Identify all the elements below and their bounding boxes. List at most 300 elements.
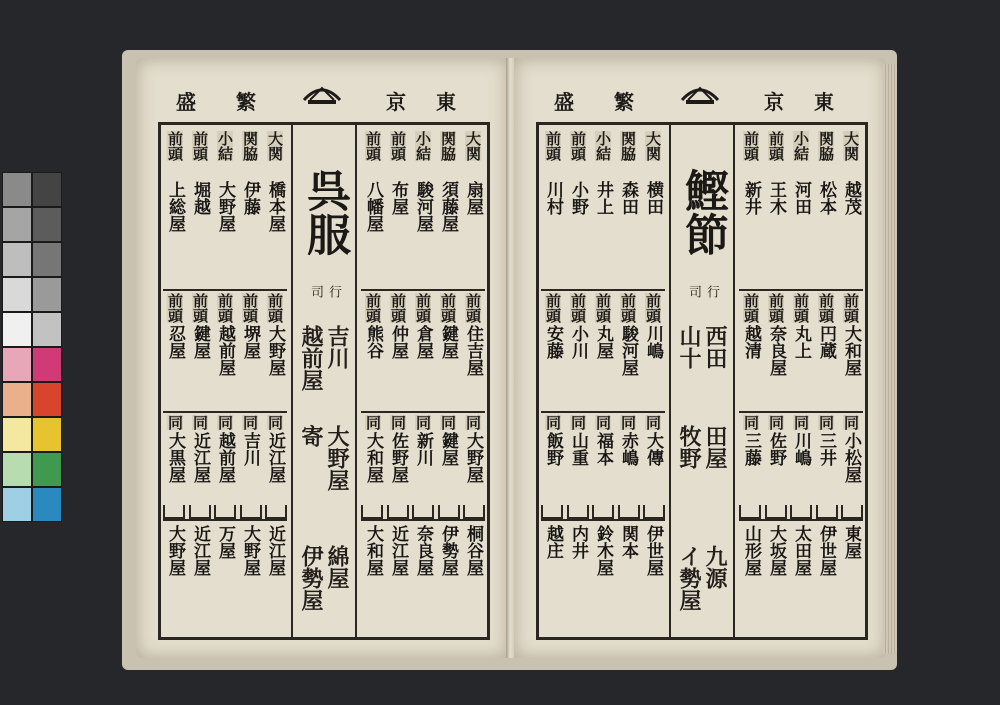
ranking-cell	[411, 415, 435, 483]
shop-name: 万屋	[215, 525, 235, 559]
ranking-cell	[386, 131, 410, 232]
rank-label: 同	[191, 415, 209, 430]
center-column	[669, 125, 735, 637]
rank-label: 同	[266, 415, 284, 430]
calibration-swatch	[2, 417, 32, 452]
center-note: 司	[686, 285, 701, 298]
rank-label: 関脇	[619, 131, 637, 161]
calibration-swatch	[32, 242, 62, 277]
shop-name: 小野	[568, 181, 588, 215]
tick-mark	[643, 505, 665, 519]
shop-name: 森田	[618, 181, 638, 215]
ranking-cell	[764, 415, 788, 483]
ranking-cell	[739, 131, 763, 215]
shop-name: 赤嶋	[618, 432, 638, 466]
ranking-cell	[814, 293, 838, 376]
rank-label: 同	[619, 415, 637, 430]
ranking-cell	[263, 523, 287, 576]
ranking-cell	[213, 523, 237, 576]
shop-name: 扇屋	[463, 181, 483, 215]
rank-label: 前頭	[414, 293, 432, 323]
row-divider	[541, 289, 665, 291]
tick-mark	[816, 505, 838, 519]
rank-label: 関脇	[439, 131, 457, 161]
ranking-cell	[263, 415, 287, 483]
ranking-cell	[238, 523, 262, 576]
shop-name: 三井	[816, 432, 836, 466]
row-divider	[541, 411, 665, 413]
center-name: 大野屋	[324, 425, 350, 491]
ranking-cell	[436, 293, 460, 376]
ranking-cell	[616, 523, 640, 576]
shop-name: 近江屋	[388, 525, 408, 576]
rank-label: 前頭	[544, 293, 562, 323]
tick-mark	[592, 505, 614, 519]
rank-row	[361, 131, 485, 232]
ranking-cell	[789, 293, 813, 376]
rank-label: 小結	[216, 131, 234, 161]
location-note	[822, 163, 831, 179]
shop-name: 円蔵	[816, 325, 836, 359]
shop-name: 伊世屋	[643, 525, 663, 576]
header-char: 繁	[236, 90, 256, 114]
rank-label: 大関	[464, 131, 482, 161]
shop-name: 内井	[568, 525, 588, 559]
shop-name: 川嶋	[643, 325, 663, 359]
center-name: 綿屋	[324, 545, 350, 589]
location-note	[772, 163, 781, 179]
banzuke-frame	[536, 122, 868, 640]
shop-name: 橋本屋	[265, 181, 285, 232]
location-note	[624, 163, 633, 179]
row-divider	[163, 519, 287, 521]
rank-label: 前頭	[619, 293, 637, 323]
shop-name: 鍵屋	[190, 325, 210, 359]
shop-name: 川嶋	[791, 432, 811, 466]
ranking-cell	[436, 415, 460, 483]
shop-name: 忍屋	[165, 325, 185, 359]
center-column	[291, 125, 357, 637]
tick-mark	[412, 505, 434, 519]
shop-name: 太田屋	[791, 525, 811, 576]
shop-name: 丸上	[791, 325, 811, 359]
row-divider	[163, 289, 287, 291]
ranking-cell	[789, 415, 813, 483]
shop-name: 堺屋	[240, 325, 260, 359]
center-name: 寄	[298, 425, 324, 447]
shop-name: 佐野	[766, 432, 786, 466]
rank-row	[541, 131, 665, 215]
shop-name: 大野屋	[240, 525, 260, 576]
rank-row	[163, 131, 287, 232]
ranking-cell	[641, 523, 665, 576]
tick-mark	[240, 505, 262, 519]
rank-label: 関脇	[817, 131, 835, 161]
ranking-cell	[361, 293, 385, 376]
rank-label: 大関	[644, 131, 662, 161]
tick-mark	[463, 505, 485, 519]
right-page	[514, 58, 886, 658]
right-ranking-block	[739, 125, 863, 637]
calibration-swatch	[32, 172, 62, 207]
ranking-cell	[641, 131, 665, 215]
rank-label: 前頭	[842, 293, 860, 323]
page-edges	[883, 64, 897, 654]
calibration-swatch	[32, 417, 62, 452]
row-divider	[361, 411, 485, 413]
rank-label: 同	[241, 415, 259, 430]
calibration-swatch	[2, 487, 32, 522]
calibration-swatch	[2, 172, 32, 207]
ranking-cell	[739, 415, 763, 483]
ranking-cell	[411, 293, 435, 376]
ranking-cell	[566, 131, 590, 215]
shop-name: 小川	[568, 325, 588, 359]
rank-label: 前頭	[166, 131, 184, 161]
shop-name: 越前屋	[215, 325, 235, 376]
ranking-cell	[188, 293, 212, 376]
center-name: 西田	[702, 325, 728, 369]
ranking-cell	[163, 131, 187, 232]
header-char: 繁	[614, 90, 634, 114]
location-note	[246, 163, 255, 179]
ranking-cell	[764, 131, 788, 215]
tick-mark	[163, 505, 185, 519]
location-note	[221, 163, 230, 179]
header-char: 東	[814, 90, 834, 114]
location-note	[171, 163, 180, 179]
shop-name: 熊谷	[363, 325, 383, 359]
shop-name: 上総屋	[165, 181, 185, 232]
pine-crest-icon	[678, 84, 722, 106]
shop-name: 大野屋	[215, 181, 235, 232]
location-note	[649, 163, 658, 179]
rank-label: 前頭	[439, 293, 457, 323]
shop-name: 堀越	[190, 181, 210, 215]
calibration-swatch	[2, 347, 32, 382]
rank-label: 前頭	[594, 293, 612, 323]
rank-label: 小結	[594, 131, 612, 161]
ranking-cell	[436, 523, 460, 576]
rank-label: 前頭	[464, 293, 482, 323]
ranking-cell	[411, 131, 435, 232]
ranking-cell	[591, 523, 615, 576]
tick-row	[541, 505, 665, 519]
rank-label: 前頭	[166, 293, 184, 323]
shop-name: 住吉屋	[463, 325, 483, 376]
row-divider	[163, 411, 287, 413]
ranking-cell	[213, 415, 237, 483]
shop-name: 王木	[766, 181, 786, 215]
rank-row	[361, 415, 485, 483]
shop-name: 近江屋	[265, 432, 285, 483]
shop-name: 駿河屋	[413, 181, 433, 232]
rank-row	[739, 415, 863, 483]
ranking-cell	[814, 415, 838, 483]
shop-name: 倉屋	[413, 325, 433, 359]
shop-name: 横田	[643, 181, 663, 215]
ranking-cell	[188, 523, 212, 576]
shop-name: 伊藤	[240, 181, 260, 215]
shop-name: 山形屋	[741, 525, 761, 576]
shop-name: 関本	[618, 525, 638, 559]
ranking-cell	[461, 415, 485, 483]
shop-name: 奈良屋	[413, 525, 433, 576]
shop-name: 桐谷屋	[463, 525, 483, 576]
rank-label: 小結	[414, 131, 432, 161]
ranking-cell	[739, 523, 763, 576]
rank-row	[541, 415, 665, 466]
rank-row	[541, 293, 665, 376]
shop-name: 越庄	[543, 525, 563, 559]
shop-name: 鍵屋	[438, 325, 458, 359]
rank-label: 同	[414, 415, 432, 430]
ranking-cell	[541, 293, 565, 376]
ranking-cell	[764, 523, 788, 576]
ranking-cell	[163, 415, 187, 483]
center-stack	[293, 325, 355, 391]
shop-name: 丸屋	[593, 325, 613, 359]
shop-name: 須藤屋	[438, 181, 458, 232]
row-divider	[739, 519, 863, 521]
row-divider	[739, 289, 863, 291]
shop-name: 大野屋	[265, 325, 285, 376]
ranking-cell	[616, 131, 640, 215]
calibration-swatch	[32, 207, 62, 242]
location-note	[574, 163, 583, 179]
calibration-swatch	[2, 242, 32, 277]
rank-label: 同	[594, 415, 612, 430]
center-note: 司	[308, 285, 323, 298]
ranking-cell	[839, 415, 863, 483]
ranking-cell	[591, 131, 615, 215]
location-note	[394, 163, 403, 179]
pine-crest-icon	[300, 84, 344, 106]
left-page	[136, 58, 508, 658]
rank-label: 前頭	[569, 131, 587, 161]
open-book	[122, 50, 897, 670]
ranking-cell	[789, 523, 813, 576]
rank-label: 同	[439, 415, 457, 430]
rank-label: 同	[792, 415, 810, 430]
ranking-cell	[163, 523, 187, 576]
location-note	[747, 163, 756, 179]
calibration-swatch	[2, 382, 32, 417]
shop-name: 山重	[568, 432, 588, 466]
shop-name: 布屋	[388, 181, 408, 215]
ranking-cell	[213, 131, 237, 232]
rank-label: 前頭	[569, 293, 587, 323]
ranking-cell	[566, 293, 590, 376]
center-name: イ勢屋	[676, 545, 702, 611]
ranking-cell	[739, 293, 763, 376]
shop-name: 大和屋	[363, 525, 383, 576]
rank-row	[739, 523, 863, 576]
center-stack	[293, 285, 355, 298]
shop-name: 奈良屋	[766, 325, 786, 376]
rank-row	[361, 523, 485, 576]
tick-mark	[739, 505, 761, 519]
location-note	[847, 163, 856, 179]
location-note	[797, 163, 806, 179]
center-stack	[293, 545, 355, 611]
rank-label: 同	[544, 415, 562, 430]
shop-name: 仲屋	[388, 325, 408, 359]
center-stack	[671, 425, 733, 469]
ranking-cell	[616, 415, 640, 466]
shop-name: 飯野	[543, 432, 563, 466]
ranking-cell	[361, 523, 385, 576]
shop-name: 安藤	[543, 325, 563, 359]
ranking-cell	[566, 415, 590, 466]
ranking-cell	[839, 293, 863, 376]
tick-mark	[790, 505, 812, 519]
calibration-swatch	[2, 277, 32, 312]
rank-label: 同	[364, 415, 382, 430]
shop-name: 吉川	[240, 432, 260, 466]
rank-label: 前頭	[389, 131, 407, 161]
ranking-cell	[163, 293, 187, 376]
center-stack	[671, 325, 733, 369]
rank-label: 同	[569, 415, 587, 430]
location-note	[444, 163, 453, 179]
shop-name: 鈴木屋	[593, 525, 613, 576]
shop-name: 川村	[543, 181, 563, 215]
center-name: 九源	[702, 545, 728, 589]
tick-mark	[618, 505, 640, 519]
location-note	[369, 163, 378, 179]
ranking-cell	[386, 523, 410, 576]
ranking-cell	[263, 131, 287, 232]
tick-mark	[265, 505, 287, 519]
ranking-cell	[839, 523, 863, 576]
rank-label: 前頭	[191, 131, 209, 161]
shop-name: 大和屋	[363, 432, 383, 483]
center-stack	[671, 285, 733, 298]
rank-label: 大関	[266, 131, 284, 161]
left-ranking-block	[541, 125, 665, 637]
rank-label: 前頭	[191, 293, 209, 323]
ranking-cell	[188, 131, 212, 232]
ranking-cell	[541, 523, 565, 576]
calibration-swatch	[32, 277, 62, 312]
header-char: 京	[764, 90, 784, 114]
rank-label: 同	[817, 415, 835, 430]
rank-row	[163, 415, 287, 483]
shop-name: 東屋	[841, 525, 861, 559]
location-note	[469, 163, 478, 179]
rank-row	[163, 293, 287, 376]
ranking-cell	[591, 293, 615, 376]
rank-label: 小結	[792, 131, 810, 161]
shop-name: 小松屋	[841, 432, 861, 483]
rank-label: 前頭	[792, 293, 810, 323]
rank-label: 同	[216, 415, 234, 430]
rank-label: 前頭	[817, 293, 835, 323]
rank-label: 前頭	[389, 293, 407, 323]
ranking-cell	[238, 293, 262, 376]
ranking-cell	[238, 131, 262, 232]
ranking-cell	[616, 293, 640, 376]
row-divider	[739, 411, 863, 413]
shop-name: 越前屋	[215, 432, 235, 483]
shop-name: 大野屋	[165, 525, 185, 576]
center-stack	[293, 425, 355, 491]
shop-name: 近江屋	[265, 525, 285, 576]
ranking-cell	[814, 523, 838, 576]
rank-row	[541, 523, 665, 576]
calibration-swatch	[32, 487, 62, 522]
ranking-cell	[461, 523, 485, 576]
ranking-cell	[361, 415, 385, 483]
ranking-cell	[213, 293, 237, 376]
ranking-cell	[386, 293, 410, 376]
shop-name: 佐野屋	[388, 432, 408, 483]
center-stack	[671, 545, 733, 611]
shop-name: 福本	[593, 432, 613, 466]
rank-label: 前頭	[644, 293, 662, 323]
tick-mark	[541, 505, 563, 519]
ranking-cell	[411, 523, 435, 576]
rank-label: 前頭	[742, 293, 760, 323]
rank-label: 前頭	[266, 293, 284, 323]
location-note	[419, 163, 428, 179]
shop-name: 越茂	[841, 181, 861, 215]
shop-name: 近江屋	[190, 432, 210, 483]
header-char: 東	[436, 90, 456, 114]
ranking-cell	[361, 131, 385, 232]
shop-name: 越清	[741, 325, 761, 359]
ranking-cell	[386, 415, 410, 483]
center-note: 行	[704, 285, 719, 298]
rank-label: 同	[742, 415, 760, 430]
rank-label: 関脇	[241, 131, 259, 161]
shop-name: 近江屋	[190, 525, 210, 576]
rank-label: 前頭	[364, 293, 382, 323]
rank-label: 同	[389, 415, 407, 430]
center-name: 伊勢屋	[298, 545, 324, 611]
location-note	[549, 163, 558, 179]
tick-mark	[189, 505, 211, 519]
calibration-swatch	[32, 452, 62, 487]
rank-label: 前頭	[216, 293, 234, 323]
shop-name: 新川	[413, 432, 433, 466]
shop-name: 大坂屋	[766, 525, 786, 576]
rank-label: 前頭	[767, 131, 785, 161]
calibration-swatch	[2, 312, 32, 347]
center-name: 牧野	[676, 425, 702, 469]
ranking-cell	[188, 415, 212, 483]
shop-name: 伊勢屋	[438, 525, 458, 576]
tick-mark	[214, 505, 236, 519]
right-ranking-block	[361, 125, 485, 637]
center-title: 鰹節	[677, 168, 728, 256]
header-char: 盛	[554, 90, 574, 114]
calibration-swatch	[2, 207, 32, 242]
rank-label: 前頭	[767, 293, 785, 323]
shop-name: 駿河屋	[618, 325, 638, 376]
ranking-cell	[814, 131, 838, 215]
calibration-swatch	[32, 382, 62, 417]
rank-row	[739, 131, 863, 215]
banzuke-frame	[158, 122, 490, 640]
header-char: 京	[386, 90, 406, 114]
ranking-cell	[238, 415, 262, 483]
center-name: 田屋	[702, 425, 728, 469]
calibration-swatch	[32, 312, 62, 347]
shop-name: 大野屋	[463, 432, 483, 483]
rank-label: 同	[767, 415, 785, 430]
